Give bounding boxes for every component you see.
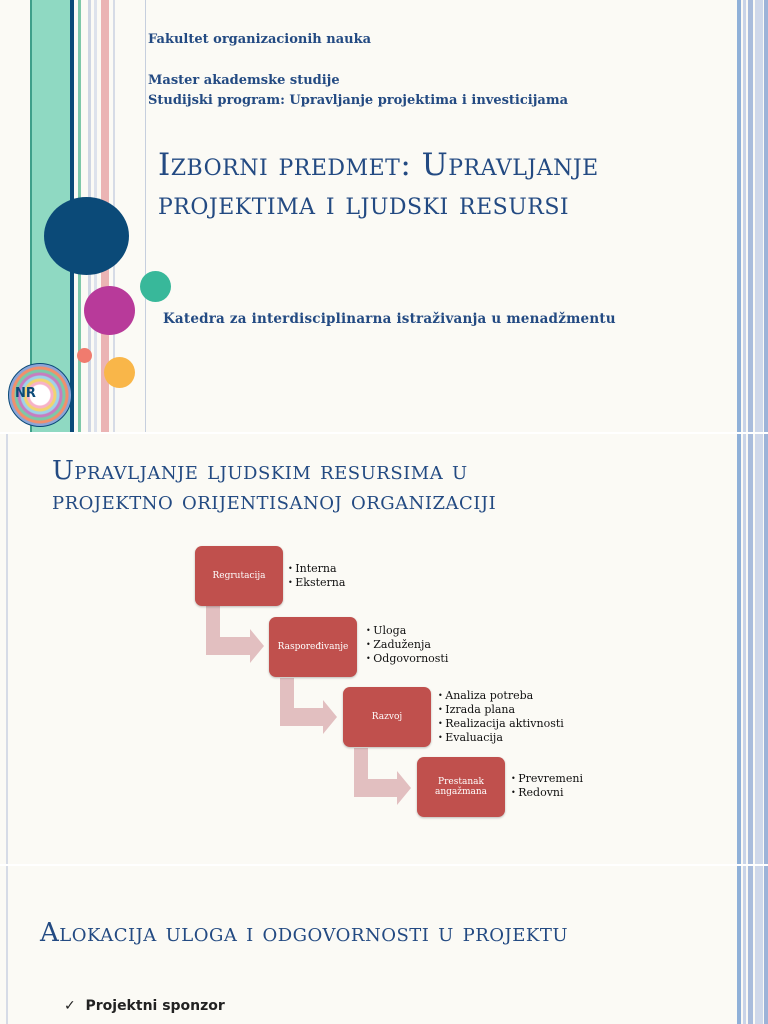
- list-item: • Zaduženja: [366, 638, 448, 652]
- list-item: • Izrada plana: [438, 703, 564, 717]
- list-item: • Eksterna: [288, 576, 345, 590]
- slide-title: [52, 456, 672, 516]
- check-item-label: Projektni sponzor: [85, 998, 225, 1014]
- list-item: • Odgovornosti: [366, 652, 448, 666]
- study-program: Studijski program: Upravljanje projektima i investicijama: [148, 93, 569, 108]
- title-line-2: projektima i ljudski resursi: [158, 186, 570, 222]
- list-item: • Interna: [288, 562, 345, 576]
- orange-circle: [104, 357, 135, 388]
- right-stripe: [748, 0, 753, 1024]
- check-list-item: [64, 998, 225, 1014]
- teal-circle: [140, 271, 171, 302]
- logo: [8, 363, 72, 427]
- termination-items: [511, 772, 583, 800]
- slide-separator: [0, 432, 768, 434]
- right-stripe: [764, 0, 768, 1024]
- development-items: [438, 689, 564, 745]
- right-stripe: [755, 0, 763, 1024]
- left-edge-stripe: [6, 866, 8, 1024]
- list-item: • Redovni: [511, 786, 583, 800]
- list-item: • Uloga: [366, 624, 448, 638]
- slide-title: Alokacija uloga i odgovornosti u projektu: [40, 918, 569, 948]
- title-slide: [0, 0, 768, 432]
- list-item: • Evaluacija: [438, 731, 564, 745]
- list-item: • Analiza potreba: [438, 689, 564, 703]
- right-stripe: [743, 0, 746, 1024]
- right-stripe: [737, 0, 741, 1024]
- process-box-development: Razvoj: [343, 687, 431, 747]
- coral-circle: [77, 348, 92, 363]
- logo-text: NR: [15, 386, 36, 401]
- title-line-2: projektno orijentisanoj organizaciji: [52, 486, 497, 516]
- process-box-recruitment: Regrutacija: [195, 546, 283, 606]
- study-level: Master akademske studije: [148, 73, 340, 88]
- faculty-name: Fakultet organizacionih nauka: [148, 32, 372, 47]
- checkmark-icon: ✓: [64, 998, 86, 1014]
- slide-title: [158, 146, 718, 224]
- title-line-1: Upravljanje ljudskim resursima u: [52, 456, 468, 486]
- navy-circle: [44, 197, 129, 275]
- process-box-termination: Prestanak angažmana: [417, 757, 505, 817]
- slide-separator: [0, 864, 768, 866]
- recruitment-items: [288, 562, 345, 590]
- list-item: • Prevremeni: [511, 772, 583, 786]
- left-edge-stripe: [6, 434, 8, 864]
- department-name: Katedra za interdisciplinarna istraživanja u menadžmentu: [163, 311, 616, 327]
- divider-line: [145, 0, 146, 432]
- magenta-circle: [84, 286, 135, 335]
- list-item: • Realizacija aktivnosti: [438, 717, 564, 731]
- process-box-assignment: Raspoređivanje: [269, 617, 357, 677]
- assignment-items: [366, 624, 448, 666]
- title-line-1: Izborni predmet: Upravljanje: [158, 147, 599, 183]
